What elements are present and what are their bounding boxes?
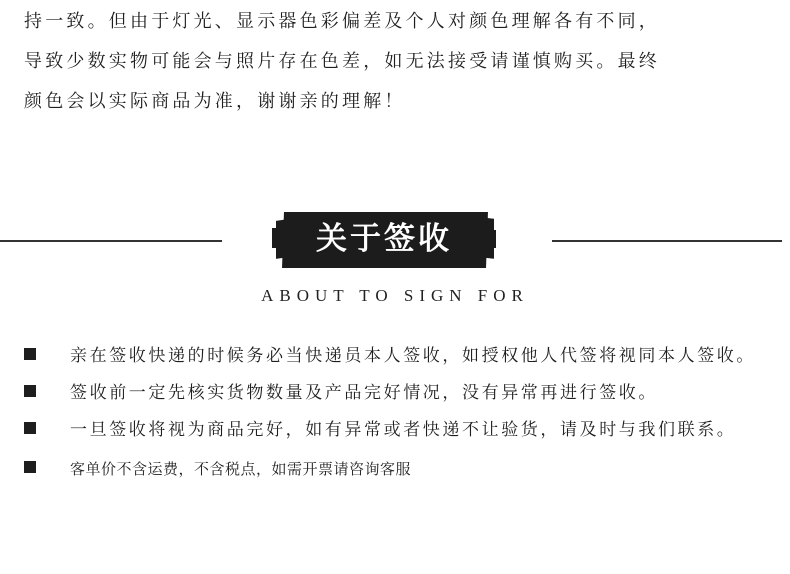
list-item xyxy=(22,412,782,449)
square-bullet-icon xyxy=(24,385,36,397)
note-text: 签收前一定先核实货物数量及产品完好情况，没有异常再进行签收。 xyxy=(70,383,658,403)
list-item xyxy=(22,451,782,488)
list-item xyxy=(22,375,782,412)
list-item xyxy=(22,338,782,375)
brush-title-badge xyxy=(270,208,498,270)
section-title: 关于签收 xyxy=(316,221,452,257)
note-text: 亲在签收快递的时候务必当快递员本人签收，如授权他人代签将视同本人签收。 xyxy=(70,346,756,366)
square-bullet-icon xyxy=(24,348,36,360)
section-subtitle: ABOUT TO SIGN FOR xyxy=(261,286,529,305)
divider-left xyxy=(0,240,222,242)
square-bullet-icon xyxy=(24,461,36,473)
sign-for-notes-list xyxy=(22,338,782,488)
section-header xyxy=(0,200,790,320)
note-text: 一旦签收将视为商品完好，如有异常或者快递不让验货，请及时与我们联系。 xyxy=(70,420,737,440)
note-text: 客单价不含运费，不含税点，如需开票请咨询客服 xyxy=(70,460,412,478)
intro-line: 持一致。但由于灯光、显示器色彩偏差及个人对颜色理解各有不同， xyxy=(24,11,660,32)
intro-text-block xyxy=(24,0,774,122)
square-bullet-icon xyxy=(24,422,36,434)
intro-line: 颜色会以实际商品为准，谢谢亲的理解！ xyxy=(24,91,406,112)
divider-right xyxy=(552,240,782,242)
intro-line: 导致少数实物可能会与照片存在色差，如无法接受请谨慎购买。最终 xyxy=(24,51,660,72)
